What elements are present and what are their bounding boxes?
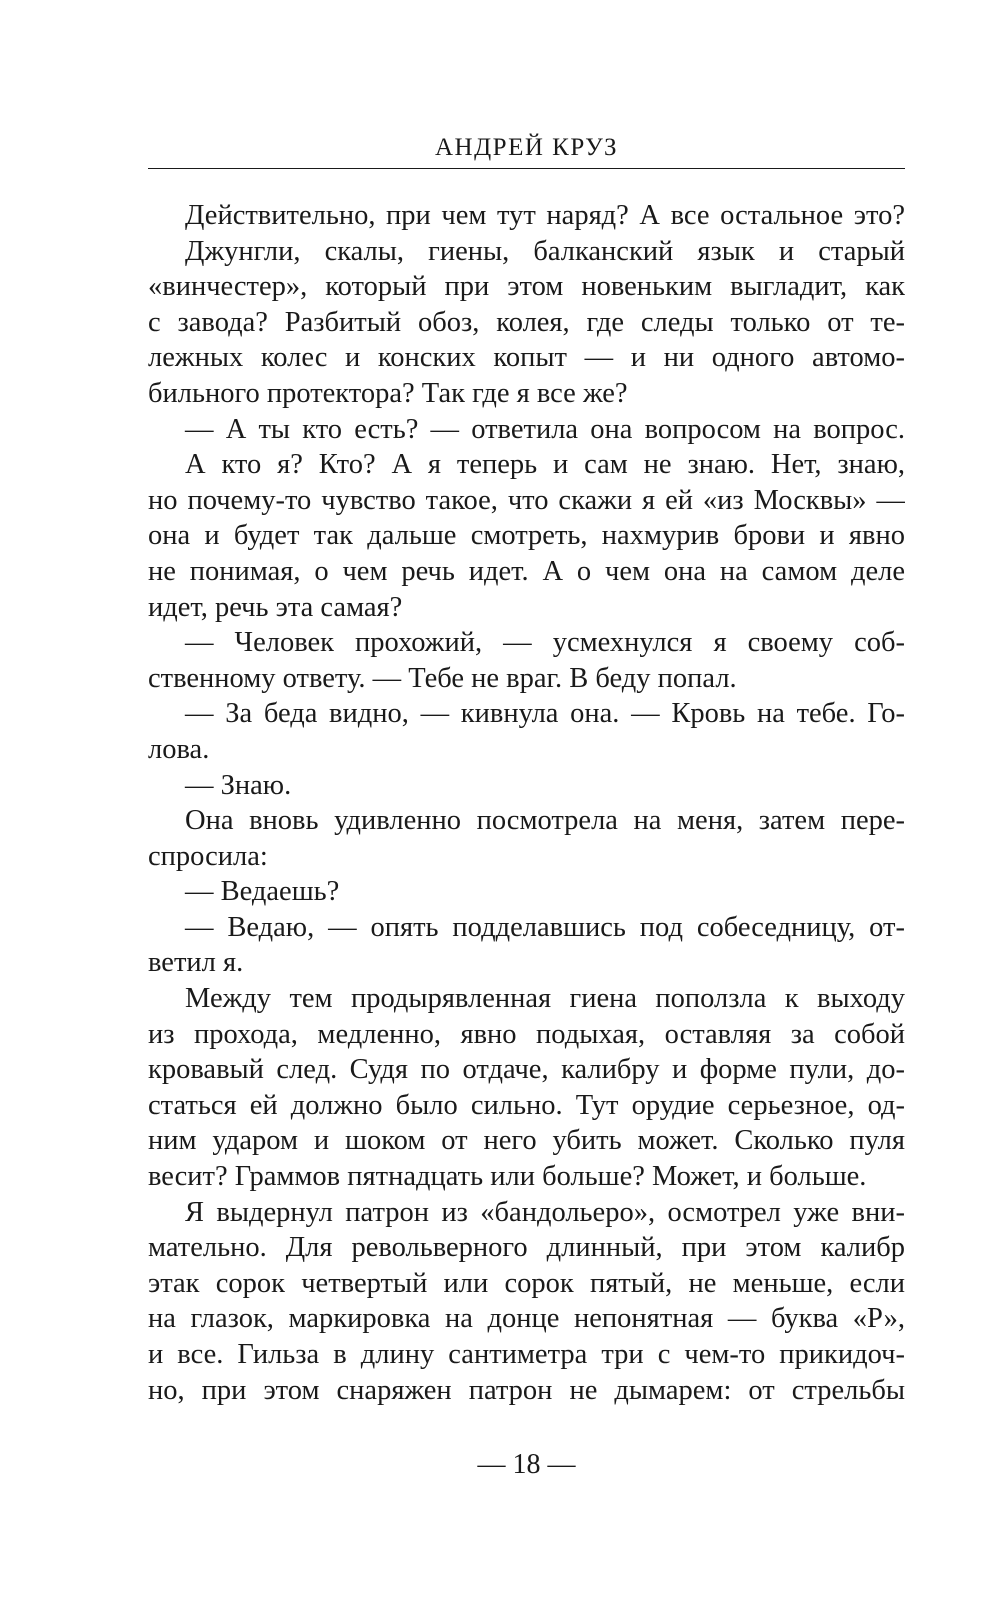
header-rule: [148, 168, 905, 169]
text-line: лежных колес и конских копыт — и ни одного автомо-: [148, 342, 905, 374]
text-line: она и будет так дальше смотреть, нахмурив брови и явно: [148, 520, 905, 552]
text-line: и все. Гильза в длину сантиметра три с чем-то прикидоч-: [148, 1339, 905, 1370]
text-line: статься ей должно было сильно. Тут орудие серьезное, од-: [148, 1089, 905, 1121]
text-line: — Ведаю, — опять подделавшись под собеседницу, от-: [185, 911, 905, 943]
text-line: А кто я? Кто? А я теперь и сам не знаю. Нет, знаю,: [185, 449, 905, 481]
text-line: ственному ответу. — Тебе не враг. В беду попал.: [148, 662, 737, 694]
text-line: ветил я.: [148, 947, 244, 979]
text-line: бильного протектора? Так где я все же?: [148, 377, 628, 409]
running-title: АНДРЕЙ КРУЗ: [435, 134, 618, 161]
text-line: Между тем продырявленная гиена поползла к выходу: [185, 983, 905, 1015]
text-line: — Ведаешь?: [185, 876, 340, 908]
page-number: — 18 —: [477, 1449, 576, 1480]
text-line: спросила:: [148, 840, 268, 872]
text-line: — За беда видно, — кивнула она. — Кровь на тебе. Го-: [185, 698, 905, 730]
text-line: весит? Граммов пятнадцать или больше? Может, и больше.: [148, 1161, 867, 1193]
text-line: — Знаю.: [185, 769, 292, 801]
text-line: на глазок, маркировка на донце непонятная — буква «Р»,: [148, 1303, 905, 1335]
text-line: — А ты кто есть? — ответила она вопросом на вопрос.: [185, 413, 905, 445]
body-text: [148, 198, 905, 1408]
text-line: Она вновь удивленно посмотрела на меня, затем пере-: [185, 805, 905, 837]
text-line: идет, речь эта самая?: [148, 591, 403, 623]
text-line: Джунгли, скалы, гиены, балканский язык и старый: [185, 235, 905, 267]
text-line: Действительно, при чем тут наряд? А все остальное это?: [185, 200, 905, 231]
text-line: Я выдернул патрон из «бандольеро», осмотрел уже вни-: [185, 1196, 905, 1228]
text-line: из прохода, медленно, явно подыхая, оставляя за собой: [148, 1018, 905, 1050]
text-line: «винчестер», который при этом новеньким выгладит, как: [148, 271, 905, 303]
text-line: лова.: [148, 733, 210, 765]
text-line: но, при этом снаряжен патрон не дымарем: от стрельбы: [148, 1374, 905, 1406]
text-line: но почему-то чувство такое, что скажи я ей «из Москвы» —: [148, 484, 905, 516]
text-line: не понимая, о чем речь идет. А о чем она на самом деле: [148, 555, 905, 587]
text-line: — Человек прохожий, — усмехнулся я своему соб-: [185, 627, 905, 659]
text-line: мательно. Для револьверного длинный, при этом калибр: [148, 1232, 905, 1264]
text-line: с завода? Разбитый обоз, колея, где следы только от те-: [148, 306, 905, 338]
text-line: кровавый след. Судя по отдаче, калибру и форме пули, до-: [148, 1054, 905, 1086]
text-line: ним ударом и шоком от него убить может. Сколько пуля: [148, 1125, 905, 1157]
text-line: этак сорок четвертый или сорок пятый, не меньше, если: [148, 1267, 905, 1299]
